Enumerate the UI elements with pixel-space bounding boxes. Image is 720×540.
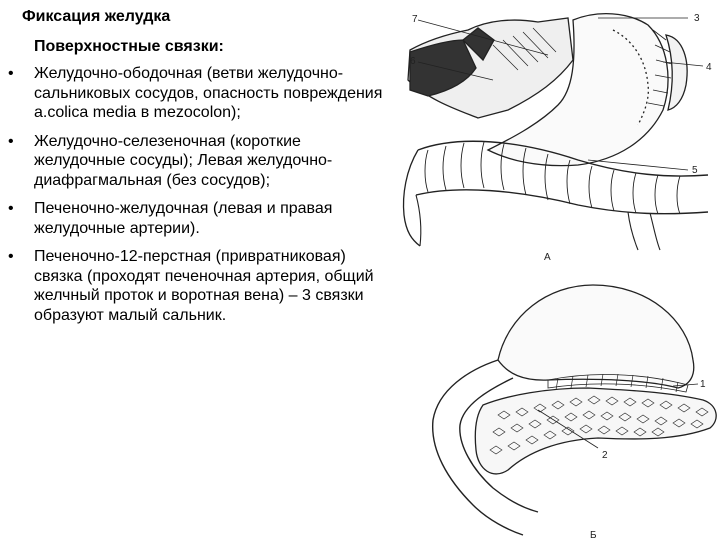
- figure-b-caption: Б: [590, 530, 597, 540]
- figure-a-label-5: 5: [692, 165, 698, 176]
- figure-a-caption: А: [544, 252, 551, 263]
- stomach-colon-illustration: [404, 14, 708, 250]
- bullet-item-1: [8, 64, 388, 123]
- bullet-text: Желудочно-ободочная (ветви желудочно-сальниковых сосудов, опасность повреждения a.colica media в mezocolon);: [34, 65, 383, 121]
- bullet-dot: •: [8, 65, 14, 82]
- figure-a-label-7: 7: [412, 14, 418, 25]
- figure-b-label-1: 1: [700, 379, 706, 390]
- slide-title: Фиксация желудка: [22, 8, 171, 25]
- figure-a-label-3: 3: [694, 13, 700, 24]
- slide-subtitle: Поверхностные связки:: [34, 38, 224, 55]
- bullet-item-3: [8, 199, 388, 238]
- stomach-pancreas-illustration: [433, 285, 717, 535]
- bullet-text: Печеночно-желудочная (левая и правая желудочные артерии).: [34, 200, 333, 237]
- bullet-text: Желудочно-селезеночная (короткие желудочные сосуды); Левая желудочно-диафрагмальная (без сосудов);: [34, 132, 333, 189]
- anatomy-figures: [398, 0, 720, 540]
- figure-a-label-4: 4: [706, 62, 712, 73]
- figure-a-label-6: 6: [410, 56, 416, 67]
- bullet-dot: •: [8, 200, 14, 217]
- bullet-list: [8, 64, 388, 334]
- bullet-text: Печеночно-12-перстная (привратниковая) связка (проходят печеночная артерия, общий желчный проток и воротная вена) – 3 связки образуют малый сальник.: [34, 248, 374, 324]
- figure-b-label-2: 2: [602, 450, 608, 461]
- bullet-item-2: [8, 132, 388, 191]
- bullet-item-4: [8, 247, 388, 325]
- bullet-dot: •: [8, 248, 14, 265]
- bullet-dot: •: [8, 132, 14, 150]
